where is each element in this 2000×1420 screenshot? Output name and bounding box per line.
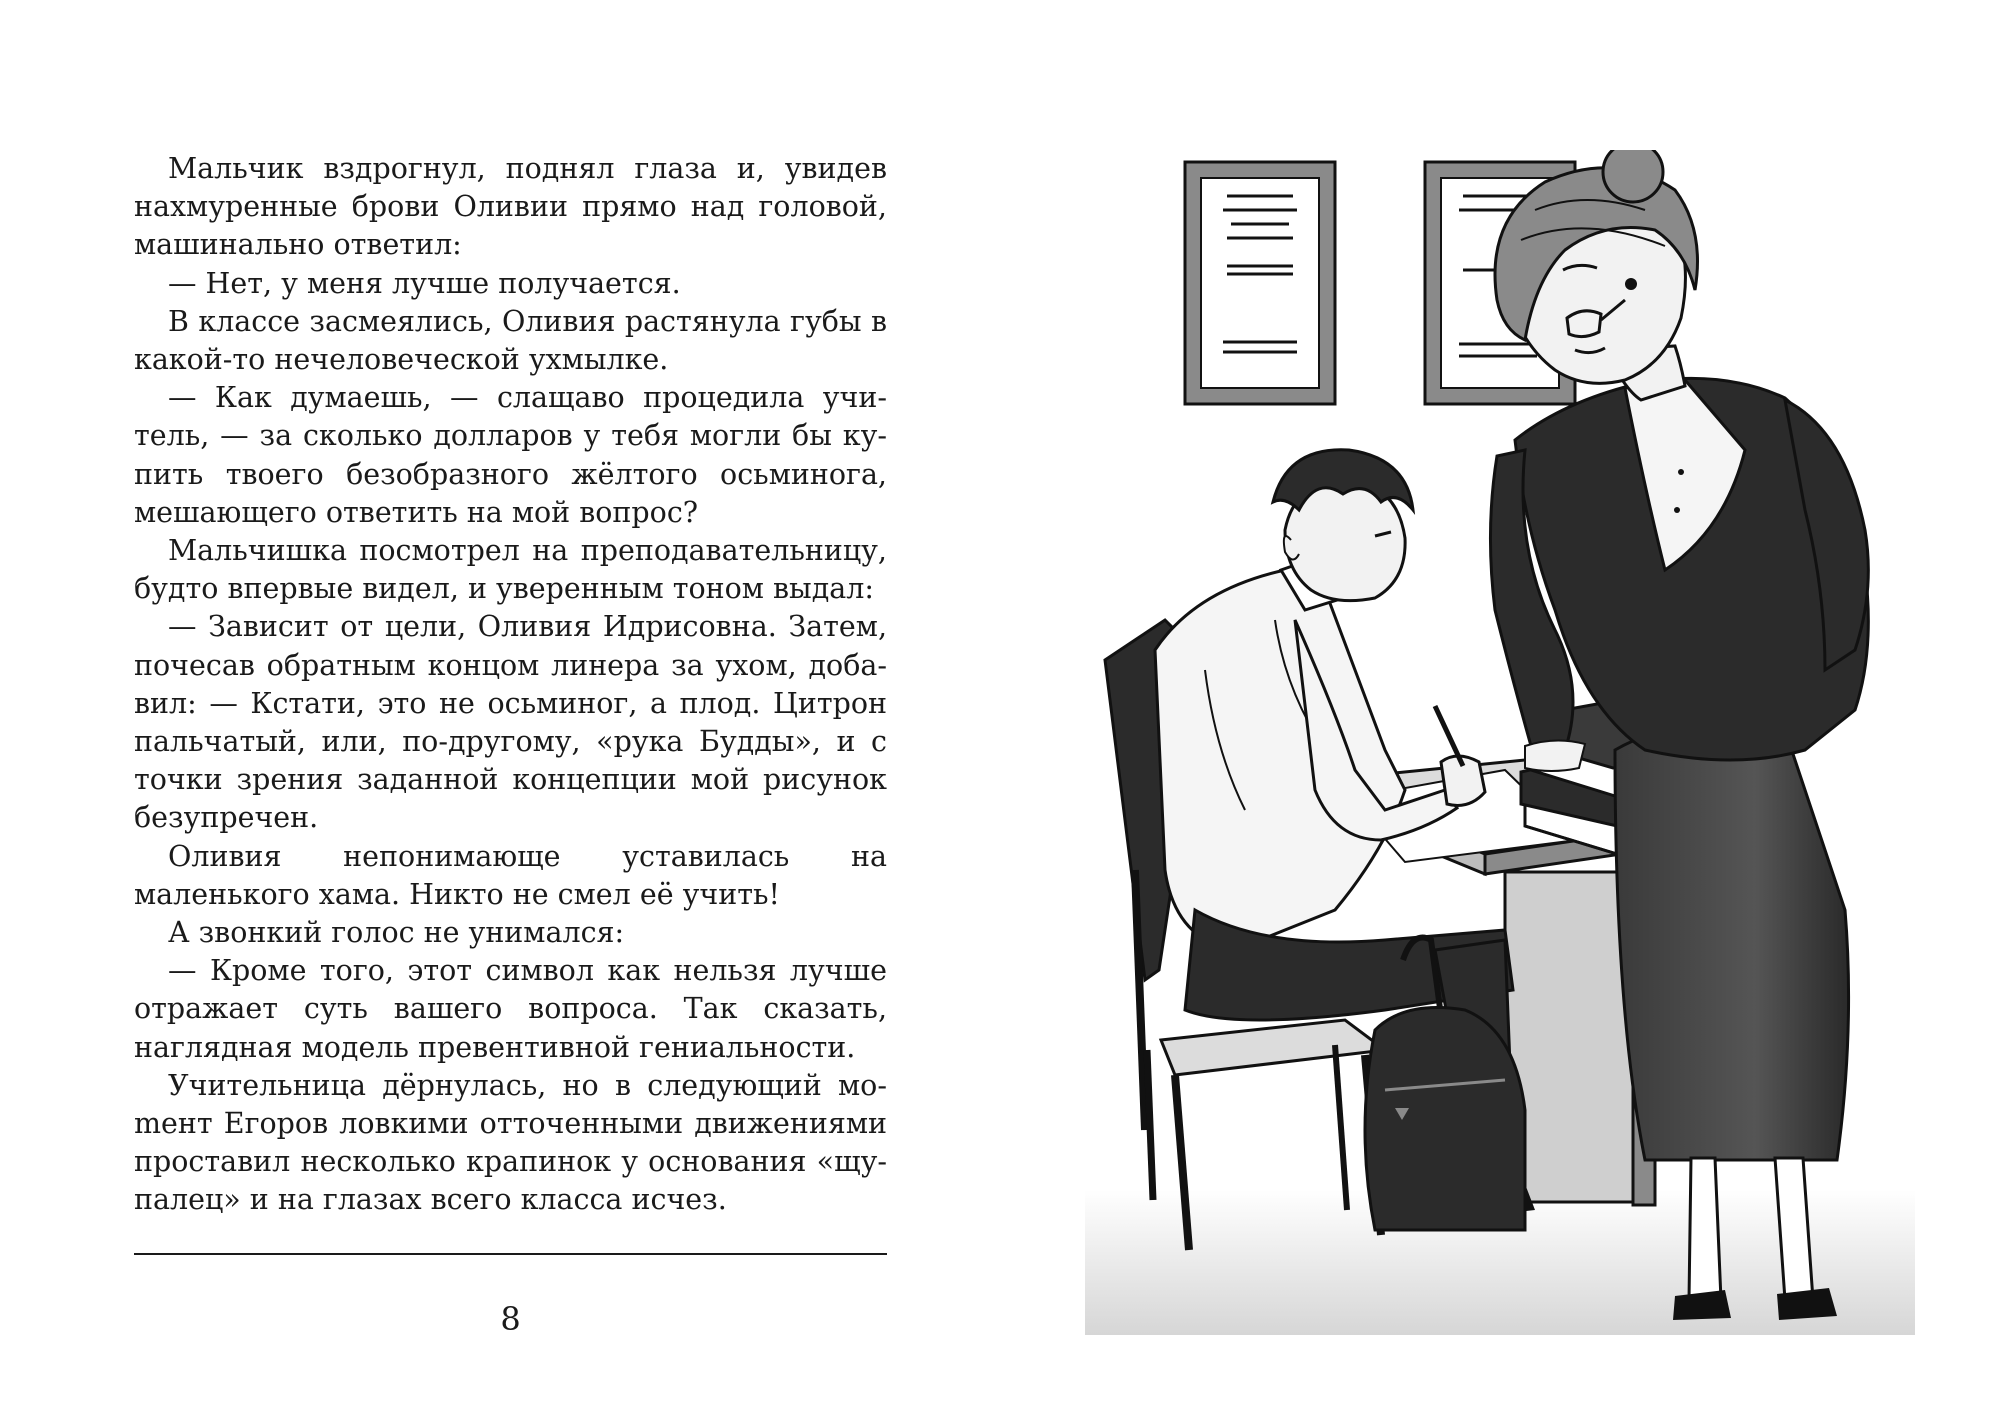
paragraph-9: — Кроме того, этот символ как нельзя лучше отражает суть вашего вопроса. Так сказать, наглядная модель превентивной гениальности. [134,954,887,1064]
paragraph-10: Учительница дёрнулась, но в следующий моmент Егоров ловкими отточенными движениями проставил несколько крапинок у основания «щупалец» и на глазах всего класса исчез. [134,1068,887,1217]
paragraph-1: Мальчик вздрогнул, поднял глаза и, увидев нахмуренные брови Оливии прямо над головой, машинально ответил: [134,152,887,262]
wall-poster-left [1185,162,1335,404]
paragraph-3: В классе засмеялись, Оливия растянула губы в какой-то нечеловеческой ухмылке. [134,304,887,377]
text-column [134,150,887,1220]
page-number: 8 [500,1300,521,1338]
paragraph-6: — Зависит от цели, Оливия Идрисовна. Затем, почесав обратным концом линера за ухом, добавил: — Кстати, это не осьминог, а плод. Цитрон пальчатый, или, по-другому, «рука Будды», и с точки зрения заданной концепции мой рисунок безупречен. [134,610,887,835]
right-page-illustration [1085,150,1915,1335]
paragraph-8: А звонкий голос не унимался: [168,916,625,950]
paragraph-4: — Как думаешь, — слащаво процедила учитель, — за сколько долларов у тебя могли бы купить твоего безобразного жёлтого осьминога, мешающего ответить на мой вопрос? [134,381,887,529]
footer-rule [134,1253,887,1255]
paragraph-7: Оливия непонимающе уставилась на маленького хама. Никто не смел её учить! [134,839,887,911]
classroom-illustration [1085,150,1915,1335]
paragraph-5: Мальчишка посмотрел на преподавательницу, будто впервые видел, и уверенным тоном выдал: [134,534,887,606]
left-page [134,150,887,1350]
paragraph-2: — Нет, у меня лучше получается. [168,266,681,300]
